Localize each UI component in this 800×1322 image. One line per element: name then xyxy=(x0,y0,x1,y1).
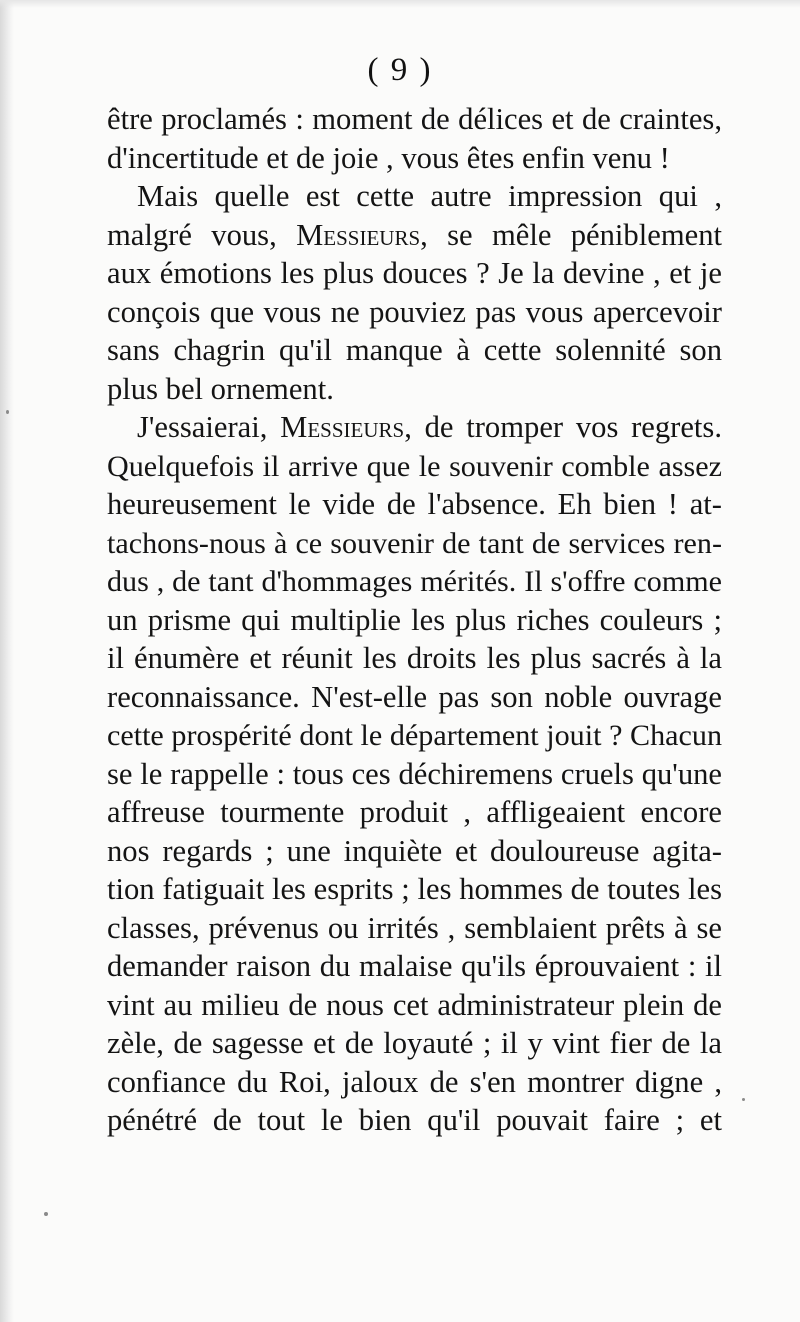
text-line: nos regards ; une inquiète et douloureuse agita- xyxy=(107,833,722,868)
text-segment: , de tromper vos regrets. xyxy=(404,410,722,444)
text-line: affreuse tourmente produit , affligeaient encore xyxy=(107,795,722,829)
text-line: conçois que vous ne pouviez pas vous apercevoir xyxy=(107,294,722,329)
paper-speck xyxy=(44,1212,48,1216)
text-line xyxy=(107,408,722,447)
paper-speck xyxy=(742,1098,745,1101)
text-line: zèle, de sagesse et de loyauté ; il y vint fier de la xyxy=(107,1026,722,1060)
text-line: aux émotions les plus douces ? Je la devine , et je xyxy=(107,256,722,290)
text-line: il énumère et réunit les droits les plus sacrés à la xyxy=(107,641,722,675)
text-segment: , se mêle péniblement xyxy=(420,217,722,252)
text-line: demander raison du malaise qu'ils éprouvaient : il xyxy=(107,949,722,983)
text-line: sans chagrin qu'il manque à cette solennité son xyxy=(107,333,722,367)
text-line xyxy=(107,216,722,255)
text-line: classes, prévenus ou irrités , semblaient prêts à se xyxy=(107,910,722,945)
text-line: un prisme qui multiplie les plus riches couleurs ; xyxy=(107,602,722,637)
text-line: vint au milieu de nous cet administrateur plein de xyxy=(107,987,722,1022)
text-line: se le rappelle : tous ces déchiremens cruels qu'une xyxy=(107,756,722,791)
page-number: ( 9 ) xyxy=(367,52,433,88)
page-gutter-shadow xyxy=(0,0,14,1322)
text-line: tion fatiguait les esprits ; les hommes de toutes les xyxy=(107,872,722,906)
text-line: d'incertitude et de joie , vous êtes enfin venu ! xyxy=(107,140,670,175)
body-text xyxy=(107,100,722,1140)
text-line: tachons-nous à ce souvenir de tant de services ren- xyxy=(107,525,722,560)
small-caps-word: Messieurs xyxy=(280,410,405,444)
small-caps-word: Messieurs xyxy=(296,217,421,252)
text-line: dus , de tant d'hommages mérités. Il s'offre comme xyxy=(107,564,722,598)
text-line: pénétré de tout le bien qu'il pouvait faire ; et xyxy=(107,1103,722,1137)
text-line: heureusement le vide de l'absence. Eh bien ! at- xyxy=(107,487,722,521)
text-line: plus bel ornement. xyxy=(107,371,334,406)
text-line: confiance du Roi, jaloux de s'en montrer digne , xyxy=(107,1064,722,1099)
text-line: Mais quelle est cette autre impression qui , xyxy=(137,179,722,213)
text-line: Quelquefois il arrive que le souvenir comble assez xyxy=(107,448,722,483)
text-line: être proclamés : moment de délices et de craintes, xyxy=(107,102,722,136)
page-top-shadow xyxy=(0,0,800,8)
text-segment: J'essaierai, xyxy=(137,410,281,444)
text-line: cette prospérité dont le département jouit ? Chacun xyxy=(107,718,722,752)
paper-speck xyxy=(6,410,9,414)
text-segment: malgré vous, xyxy=(107,217,297,252)
text-line: reconnaissance. N'est-elle pas son noble ouvrage xyxy=(107,679,722,714)
